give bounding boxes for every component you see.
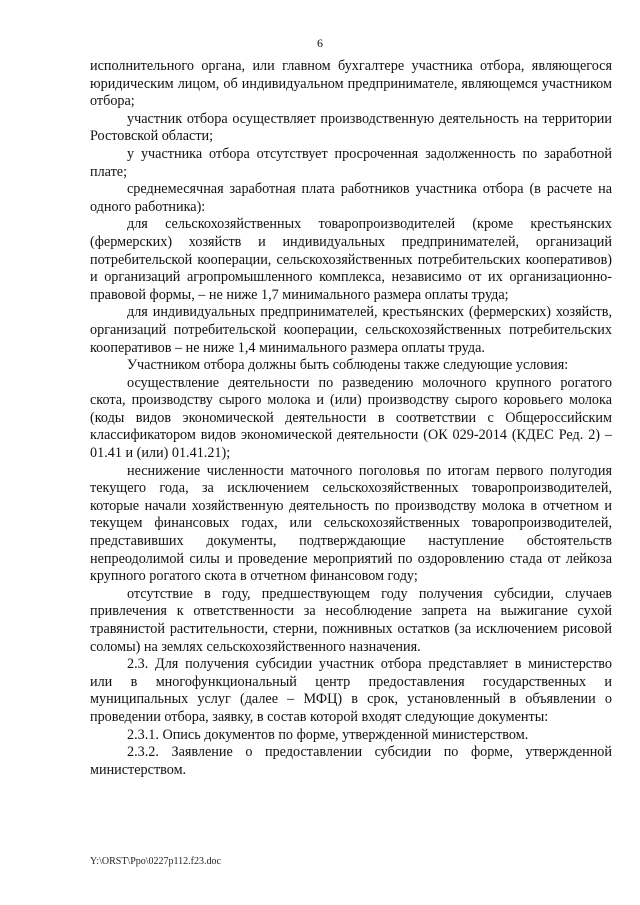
page-number: 6 — [317, 36, 323, 50]
paragraph: для индивидуальных предпринимателей, крестьянских (фермерских) хозяйств, организаций потребительской кооперации, сельскохозяйственных потребительских кооперативов – не ниже 1,4 минимального размера оплаты труда. — [90, 304, 612, 356]
paragraph: среднемесячная заработная плата работников участника отбора (в расчете на одного работника): — [90, 181, 612, 215]
paragraph: отсутствие в году, предшествующем году получения субсидии, случаев привлечения к ответственности за несоблюдение запрета на выжигание сухой травянистой растительности, стерни, пожнивных остатков (за исключением рисовой соломы) на землях сельскохозяйственного назначения. — [90, 585, 612, 655]
paragraph: участник отбора осуществляет производственную деятельность на территории Ростовской области; — [90, 110, 612, 145]
paragraph: Участником отбора должны быть соблюдены также следующие условия: — [127, 357, 569, 374]
paragraph: исполнительного органа, или главном бухгалтере участника отбора, являющегося юридическим лицом, об индивидуальном предпринимателе, являющемся участником отбора; — [90, 58, 612, 110]
paragraph: 2.3.2. Заявление о предоставлении субсидии по форме, утвержденной министерством. — [90, 744, 612, 778]
file-path-footer: Y:\ORST\Ppo\0227p112.f23.doc — [90, 856, 221, 867]
document-body — [90, 58, 612, 779]
paragraph: 2.3.1. Опись документов по форме, утвержденной министерством. — [127, 726, 529, 743]
paragraph: неснижение численности маточного поголовья по итогам первого полугодия текущего года, за исключением сельскохозяйственных товаропроизводителей, которые начали хозяйственную деятельность по производству молока в отчетном и текущем финансовых годах, или сельскохозяйственных товаропроизводителей, представивших документы, подтверждающие наступление обстоятельств непреодолимой силы и проведение мероприятий по оздоровлению стада от лейкоза крупного рогатого скота в отчетном финансовом году; — [90, 462, 612, 585]
paragraph: осуществление деятельности по разведению молочного крупного рогатого скота, производству сырого молока и (или) производству сырого коровьего молока (коды видов экономической деятельности в соответствии с Общероссийским классификатором видов экономической деятельности (ОК 029-2014 (КДЕС Ред. 2) – 01.41 и (или) 01.41.21); — [90, 374, 612, 462]
paragraph: 2.3. Для получения субсидии участник отбора представляет в министерство или в многофункциональный центр предоставления государственных и муниципальных услуг (далее – МФЦ) в срок, установленный в объявлении о проведении отбора, заявку, в состав которой входят следующие документы: — [90, 656, 612, 725]
paragraph: у участника отбора отсутствует просроченная задолженность по заработной плате; — [90, 145, 612, 180]
paragraph: для сельскохозяйственных товаропроизводителей (кроме крестьянских (фермерских) хозяйств и индивидуальных предпринимателей, организаций потребительской кооперации, сельскохозяйственных потребительских кооперативов) и организаций агропромышленного комплекса, независимо от их организационно-правовой формы, – не ниже 1,7 минимального размера оплаты труда; — [90, 216, 612, 303]
